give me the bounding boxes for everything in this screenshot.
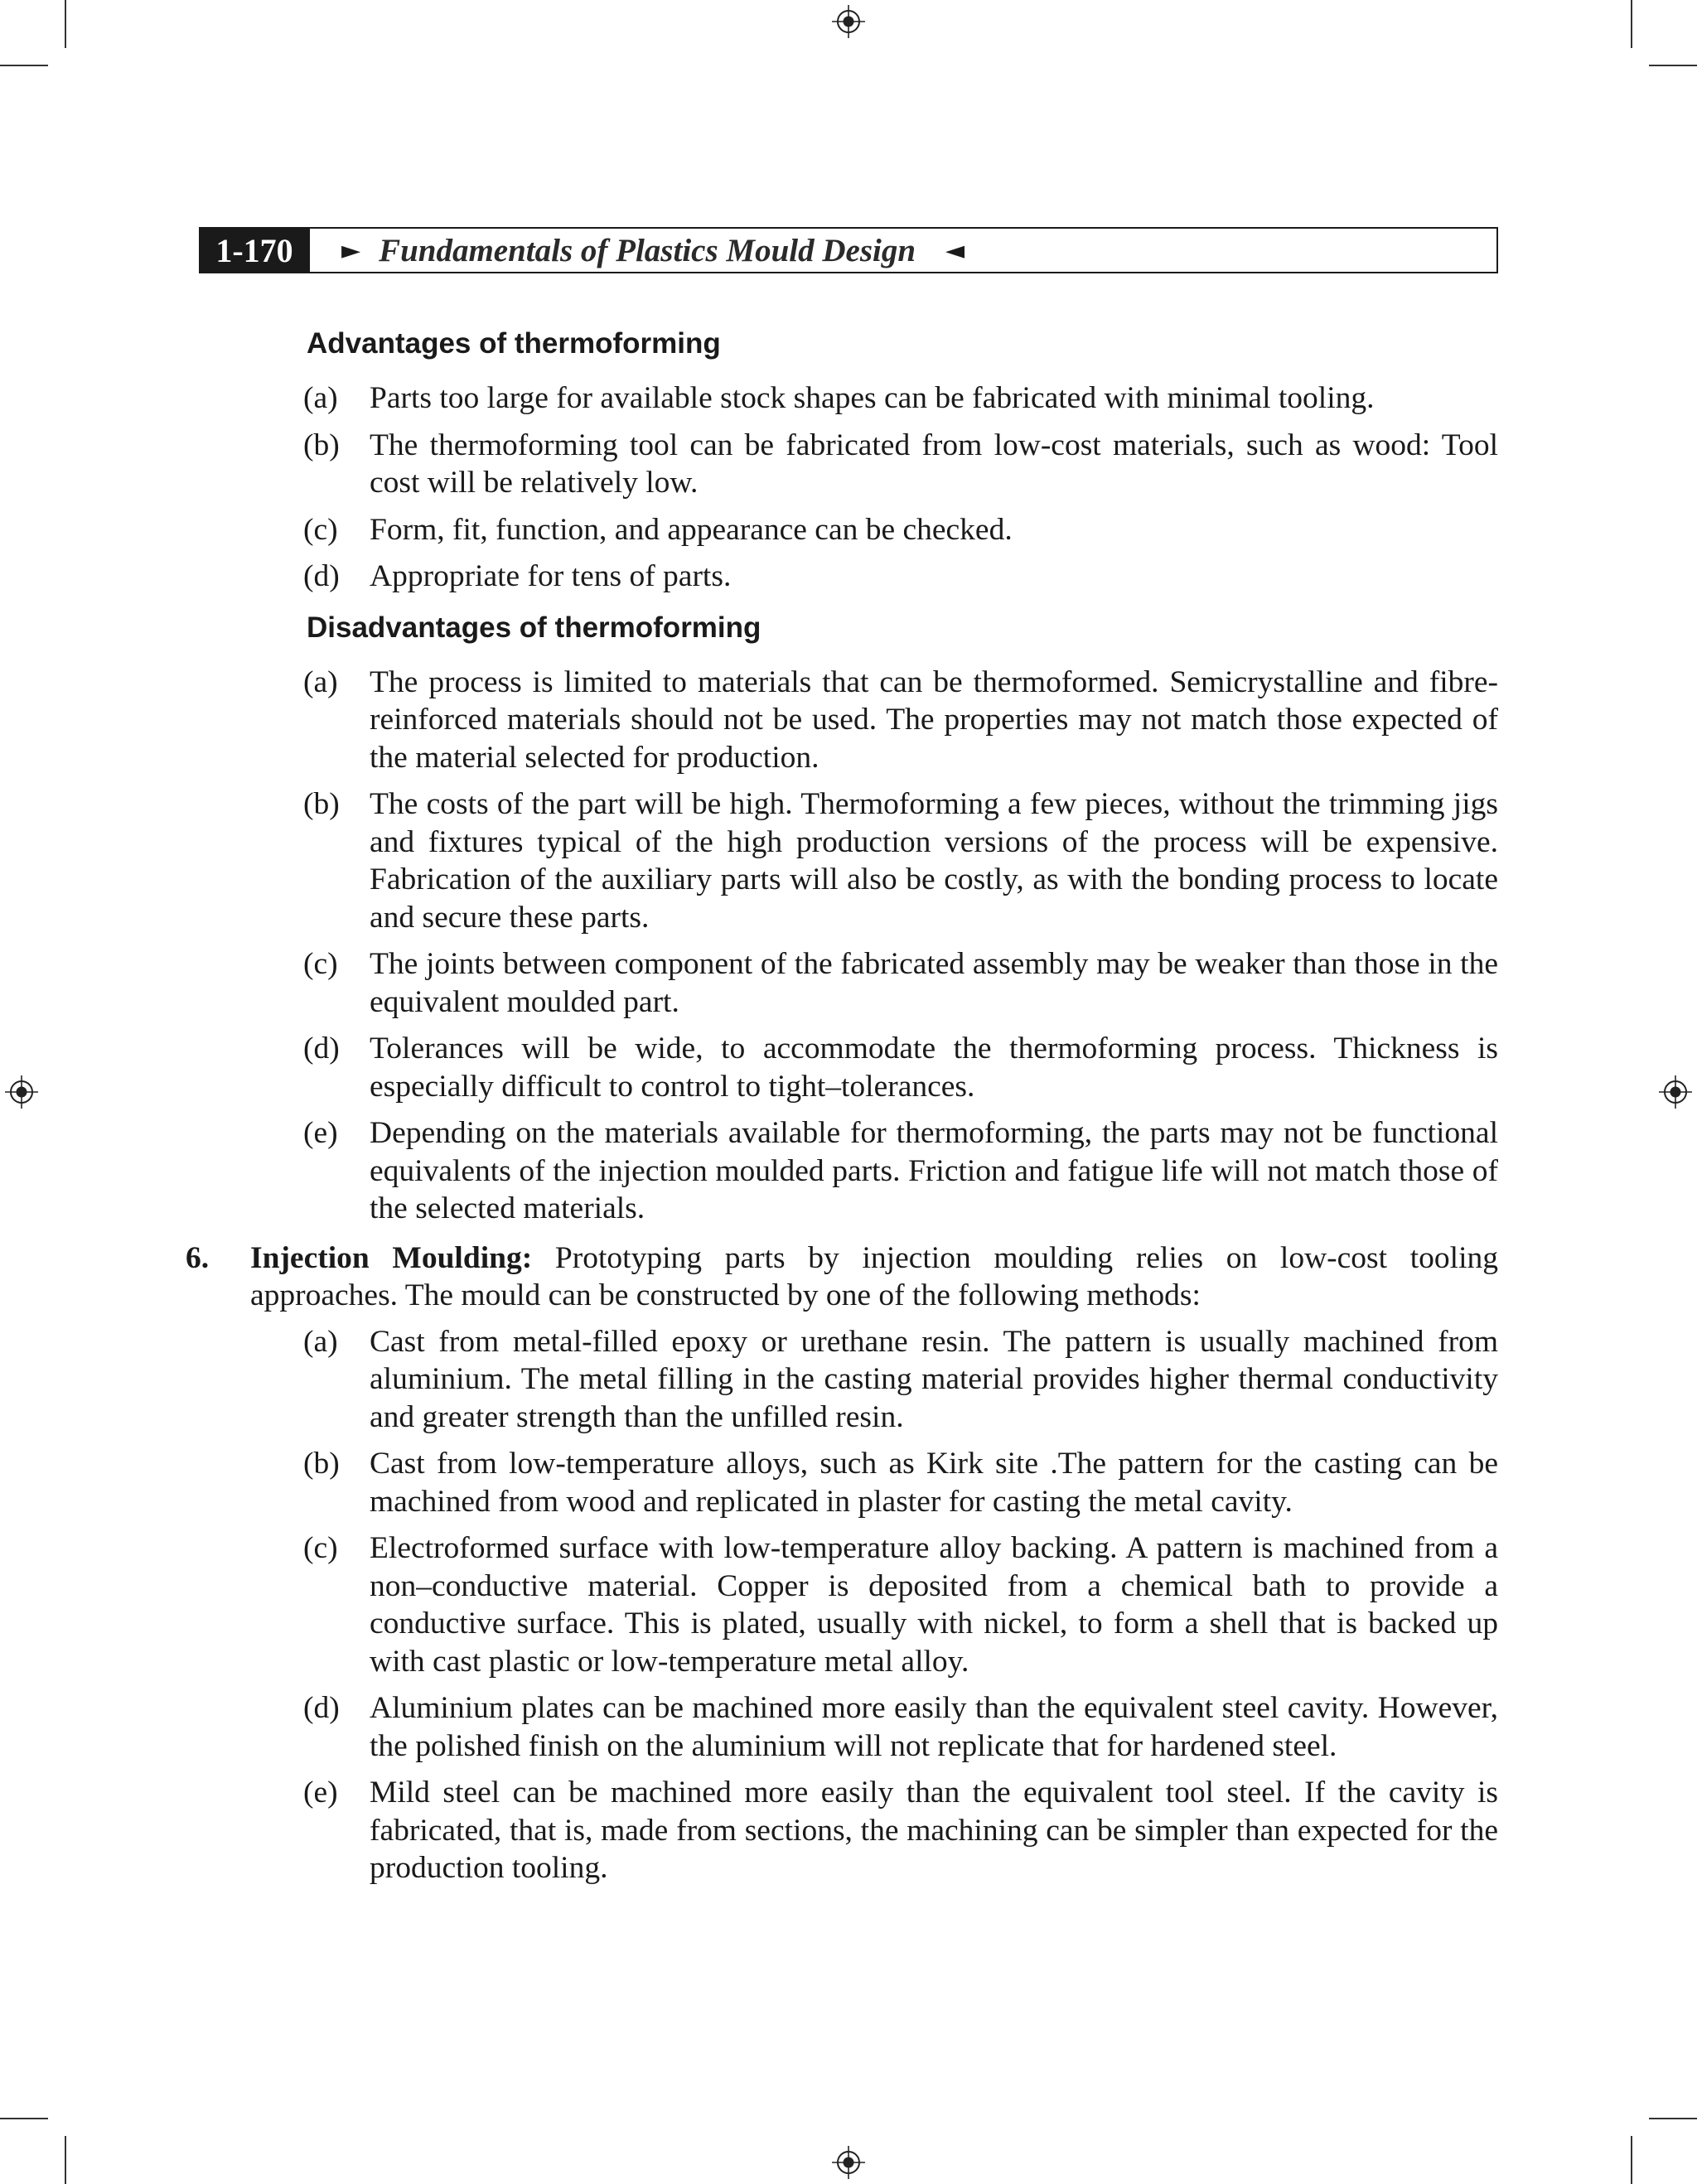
list-item [240, 945, 1498, 1021]
crop-mark [1649, 65, 1697, 66]
list-item [240, 558, 1498, 596]
list-item [240, 511, 1498, 549]
running-header [199, 227, 1498, 273]
list-marker: (b) [303, 787, 340, 821]
page-number: 1-170 [199, 227, 310, 273]
list-item [240, 664, 1498, 777]
list-item-text: The joints between component of the fabricated assembly may be weaker than those in the equivalent moulded part. [370, 947, 1498, 1019]
crop-mark [65, 2136, 66, 2184]
disadvantages-list [240, 664, 1498, 1228]
crop-mark [1631, 0, 1632, 48]
crop-mark [65, 0, 66, 48]
list-item [240, 1774, 1498, 1887]
right-arrow-icon: ► [341, 235, 361, 265]
list-marker: (b) [303, 1447, 340, 1481]
list-marker: (d) [303, 1691, 340, 1725]
list-marker: (a) [303, 1324, 338, 1359]
list-item [240, 1323, 1498, 1437]
registration-target-icon [1659, 1075, 1692, 1109]
left-arrow-icon: ◄ [945, 235, 965, 265]
advantages-heading: Advantages of thermoforming [307, 327, 721, 360]
section-intro-text: Prototyping parts by injection moulding relies on low-cost tooling approaches. The mould can be constructed by one of the following methods: [250, 1240, 1499, 1312]
list-marker: (e) [303, 1776, 338, 1810]
list-marker: (d) [303, 559, 340, 593]
registration-target-icon [5, 1075, 38, 1109]
list-item-text: Form, fit, function, and appearance can be checked. [370, 512, 1013, 547]
list-item-text: Cast from low-temperature alloys, such as Kirk site .The pattern for the casting can be machined from wood and replicated in plaster for casting the metal cavity. [370, 1447, 1498, 1519]
list-marker: (a) [303, 664, 338, 699]
list-item-text: The process is limited to materials that can be thermoformed. Semicrystalline and fibre-reinforced materials should not be used. The properties may not match those expected of the material selected for production. [370, 664, 1498, 775]
registration-target-icon [832, 2146, 865, 2179]
crop-mark [1631, 2136, 1632, 2184]
list-item [240, 1689, 1498, 1765]
section-intro [250, 1239, 1498, 1315]
crop-mark [1649, 2118, 1697, 2119]
list-marker: (c) [303, 947, 338, 981]
list-item-text: Aluminium plates can be machined more easily than the equivalent steel cavity. However, the polished finish on the aluminium will not replicate that for hardened steel. [370, 1691, 1498, 1763]
list-item [240, 427, 1498, 502]
section-lead: Injection Moulding: [250, 1240, 533, 1275]
registration-target-icon [832, 5, 865, 38]
list-item [240, 379, 1498, 418]
injection-methods-list [240, 1323, 1498, 1887]
list-marker: (e) [303, 1116, 338, 1150]
crop-mark [0, 65, 48, 66]
list-marker: (a) [303, 381, 338, 415]
list-item-text: Cast from metal-filled epoxy or urethane resin. The pattern is usually machined from aluminium. The metal filling in the casting material provides higher thermal conductivity and greater strength than the unfilled resin. [370, 1324, 1498, 1434]
book-title: Fundamentals of Plastics Mould Design [379, 232, 916, 268]
list-marker: (b) [303, 428, 340, 462]
list-item [240, 1114, 1498, 1228]
list-item-text: The costs of the part will be high. Thermoforming a few pieces, without the trimming jigs and fixtures typical of the high production versions of the process will be expensive. Fabrication of the auxiliary parts will also be costly, as with the bonding process to locate and secure these parts. [370, 787, 1498, 935]
numbered-section-injection-moulding [182, 1239, 1498, 1315]
list-item-text: Electroformed surface with low-temperature alloy backing. A pattern is machined from a non–conductive material. Copper is deposited from a chemical bath to provide a conductive surface. This is plated, usually with nickel, to form a shell that is backed up with cast plastic or low-temperature metal alloy. [370, 1531, 1498, 1679]
crop-mark [0, 2118, 48, 2119]
list-item-text: The thermoforming tool can be fabricated from low-cost materials, such as wood: Tool cost will be relatively low. [370, 428, 1498, 500]
list-marker: (c) [303, 512, 338, 547]
list-item-text: Depending on the materials available for thermoforming, the parts may not be functional equivalents of the injection moulded parts. Friction and fatigue life will not match those of the selected materials. [370, 1116, 1498, 1225]
disadvantages-heading: Disadvantages of thermoforming [307, 611, 761, 644]
section-number: 6. [186, 1240, 210, 1275]
list-marker: (c) [303, 1531, 338, 1565]
list-marker: (d) [303, 1032, 340, 1065]
list-item-text: Tolerances will be wide, to accommodate the thermoforming process. Thickness is especially difficult to control to tight–tolerances. [370, 1032, 1498, 1104]
list-item-text: Parts too large for available stock shapes can be fabricated with minimal tooling. [370, 381, 1375, 415]
list-item-text: Mild steel can be machined more easily than the equivalent tool steel. If the cavity is fabricated, that is, made from sections, the machining can be simpler than expected for the production tooling. [370, 1776, 1498, 1885]
list-item [240, 1445, 1498, 1520]
list-item-text: Appropriate for tens of parts. [370, 559, 732, 593]
list-item [240, 785, 1498, 936]
list-item [240, 1529, 1498, 1680]
page-content [186, 323, 1499, 1899]
list-item [240, 1030, 1498, 1105]
advantages-list [240, 379, 1498, 596]
